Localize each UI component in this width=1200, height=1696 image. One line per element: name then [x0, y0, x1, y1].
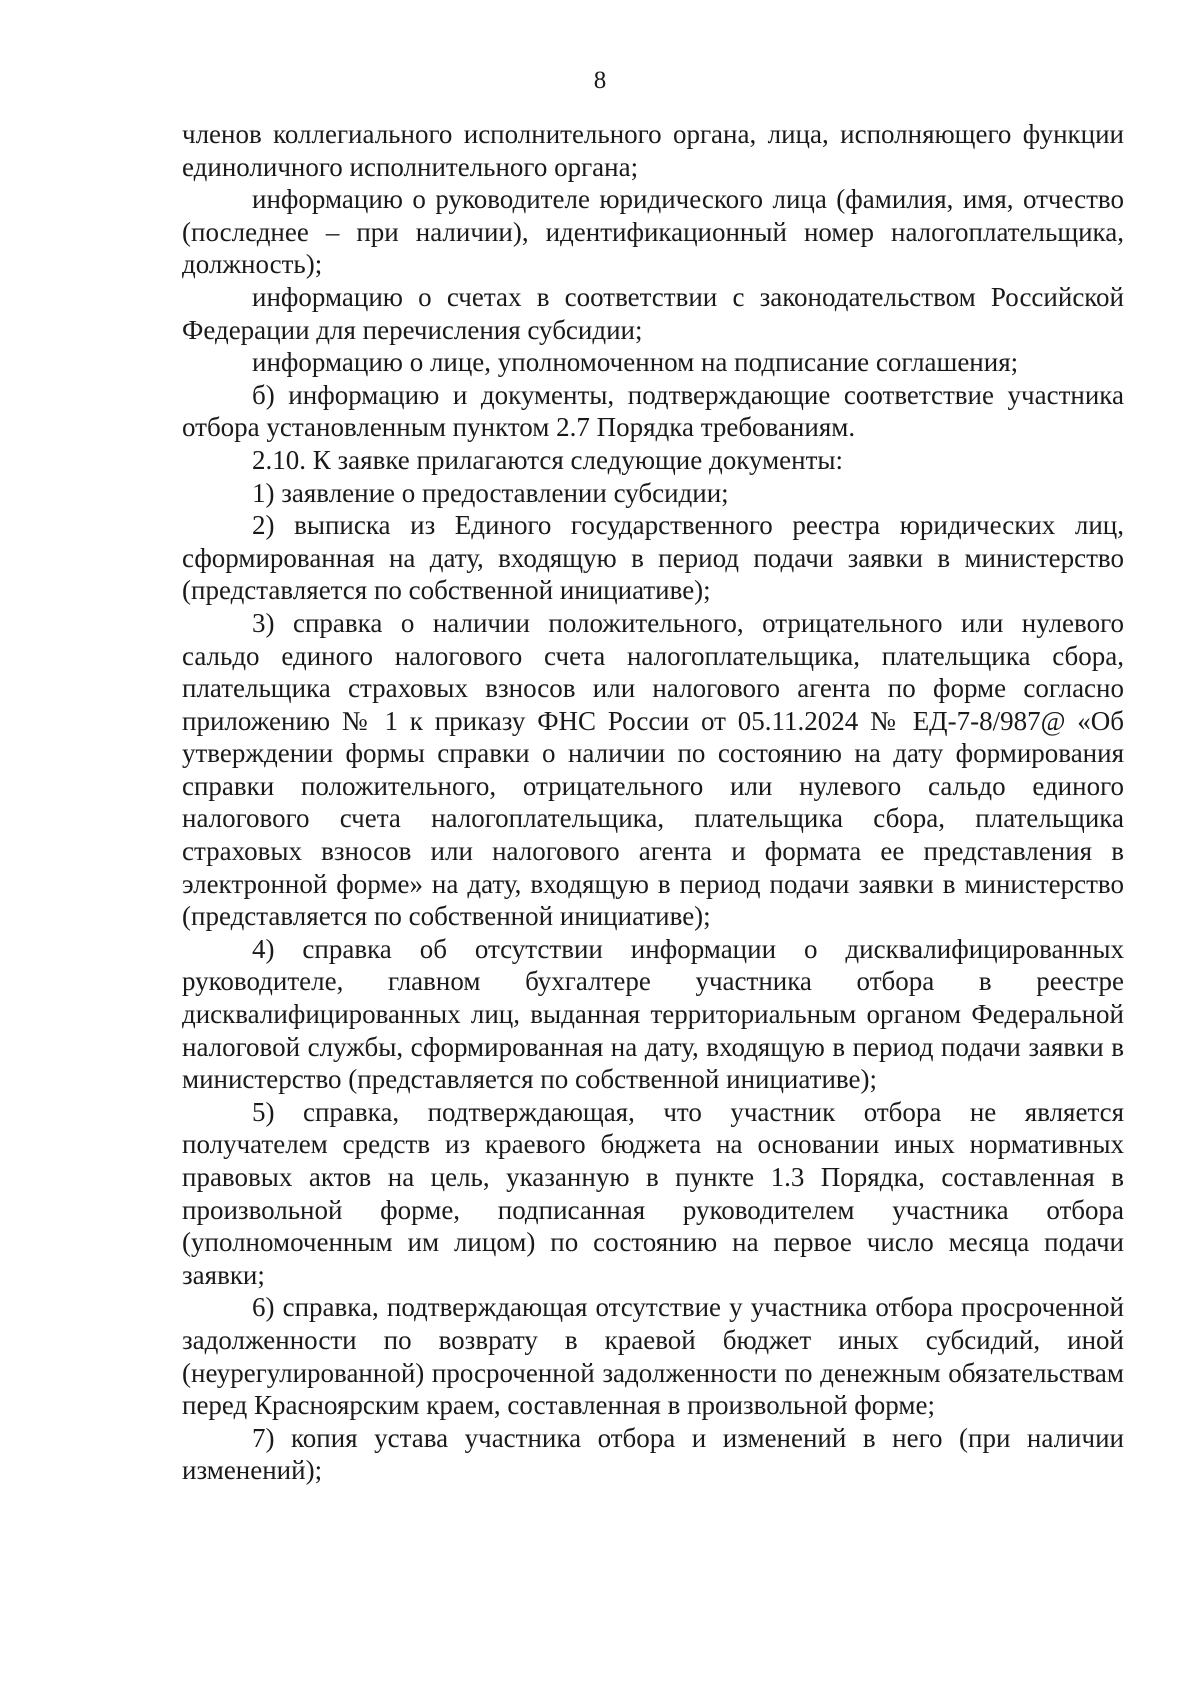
paragraph: б) информацию и документы, подтверждающие соответствие участника отбора установленным пунктом 2.7 Порядка требованиям.	[182, 379, 1124, 443]
section-heading-2-10: 2.10. К заявке прилагаются следующие документы:	[252, 444, 844, 475]
paragraph: информацию о счетах в соответствии с законодательством Российской Федерации для перечисления субсидии;	[182, 281, 1124, 345]
list-item: 4) справка об отсутствии информации о дисквалифицированных руководителе, главном бухгалтере участника отбора в реестре дисквалифицированных лиц, выданная территориальным органом Федеральной налоговой службы, сформированная на дату, входящую в период подачи заявки в министерство (представляется по собственной инициативе);	[182, 933, 1124, 1095]
list-item: 7) копия устава участника отбора и изменений в него (при наличии изменений);	[182, 1422, 1124, 1486]
list-item: 2) выписка из Единого государственного реестра юридических лиц, сформированная на дату, входящую в период подачи заявки в министерство (представляется по собственной инициативе);	[182, 510, 1124, 606]
paragraph: информацию о руководителе юридического лица (фамилия, имя, отчество (последнее – при наличии), идентификационный номер налогоплательщика, должность);	[182, 184, 1124, 280]
paragraph: членов коллегиального исполнительного органа, лица, исполняющего функции единоличного исполнительного органа;	[182, 119, 1124, 182]
document-body	[182, 118, 1124, 1487]
paragraph: информацию о лице, уполномоченном на подписание соглашения;	[252, 347, 1019, 378]
list-item: 6) справка, подтверждающая отсутствие у участника отбора просроченной задолженности по возврату в краевой бюджет иных субсидий, иной (неурегулированной) просроченной задолженности по денежным обязательствам перед Красноярским краем, составленная в произвольной форме;	[182, 1292, 1124, 1421]
list-item: 3) справка о наличии положительного, отрицательного или нулевого сальдо единого налогового счета налогоплательщика, плательщика сбора, плательщика страховых взносов или налогового агента по форме согласно приложению № 1 к приказу ФНС России от 05.11.2024 № ЕД-7-8/987@ «Об утверждении формы справки о наличии по состоянию на дату формирования справки положительного, отрицательного или нулевого сальдо единого налогового счета налогоплательщика, плательщика сбора, плательщика страховых взносов или налогового агента и формата ее представления в электронной форме» на дату, входящую в период подачи заявки в министерство (представляется по собственной инициативе);	[182, 607, 1124, 932]
list-item: 1) заявление о предоставлении субсидии;	[252, 477, 729, 508]
page-number: 8	[593, 67, 607, 94]
list-item: 5) справка, подтверждающая, что участник отбора не является получателем средств из краевого бюджета на основании иных нормативных правовых актов на цель, указанную в пункте 1.3 Порядка, составленная в произвольной форме, подписанная руководителем участника отбора (уполномоченным им лицом) по состоянию на первое число месяца подачи заявки;	[182, 1096, 1124, 1290]
